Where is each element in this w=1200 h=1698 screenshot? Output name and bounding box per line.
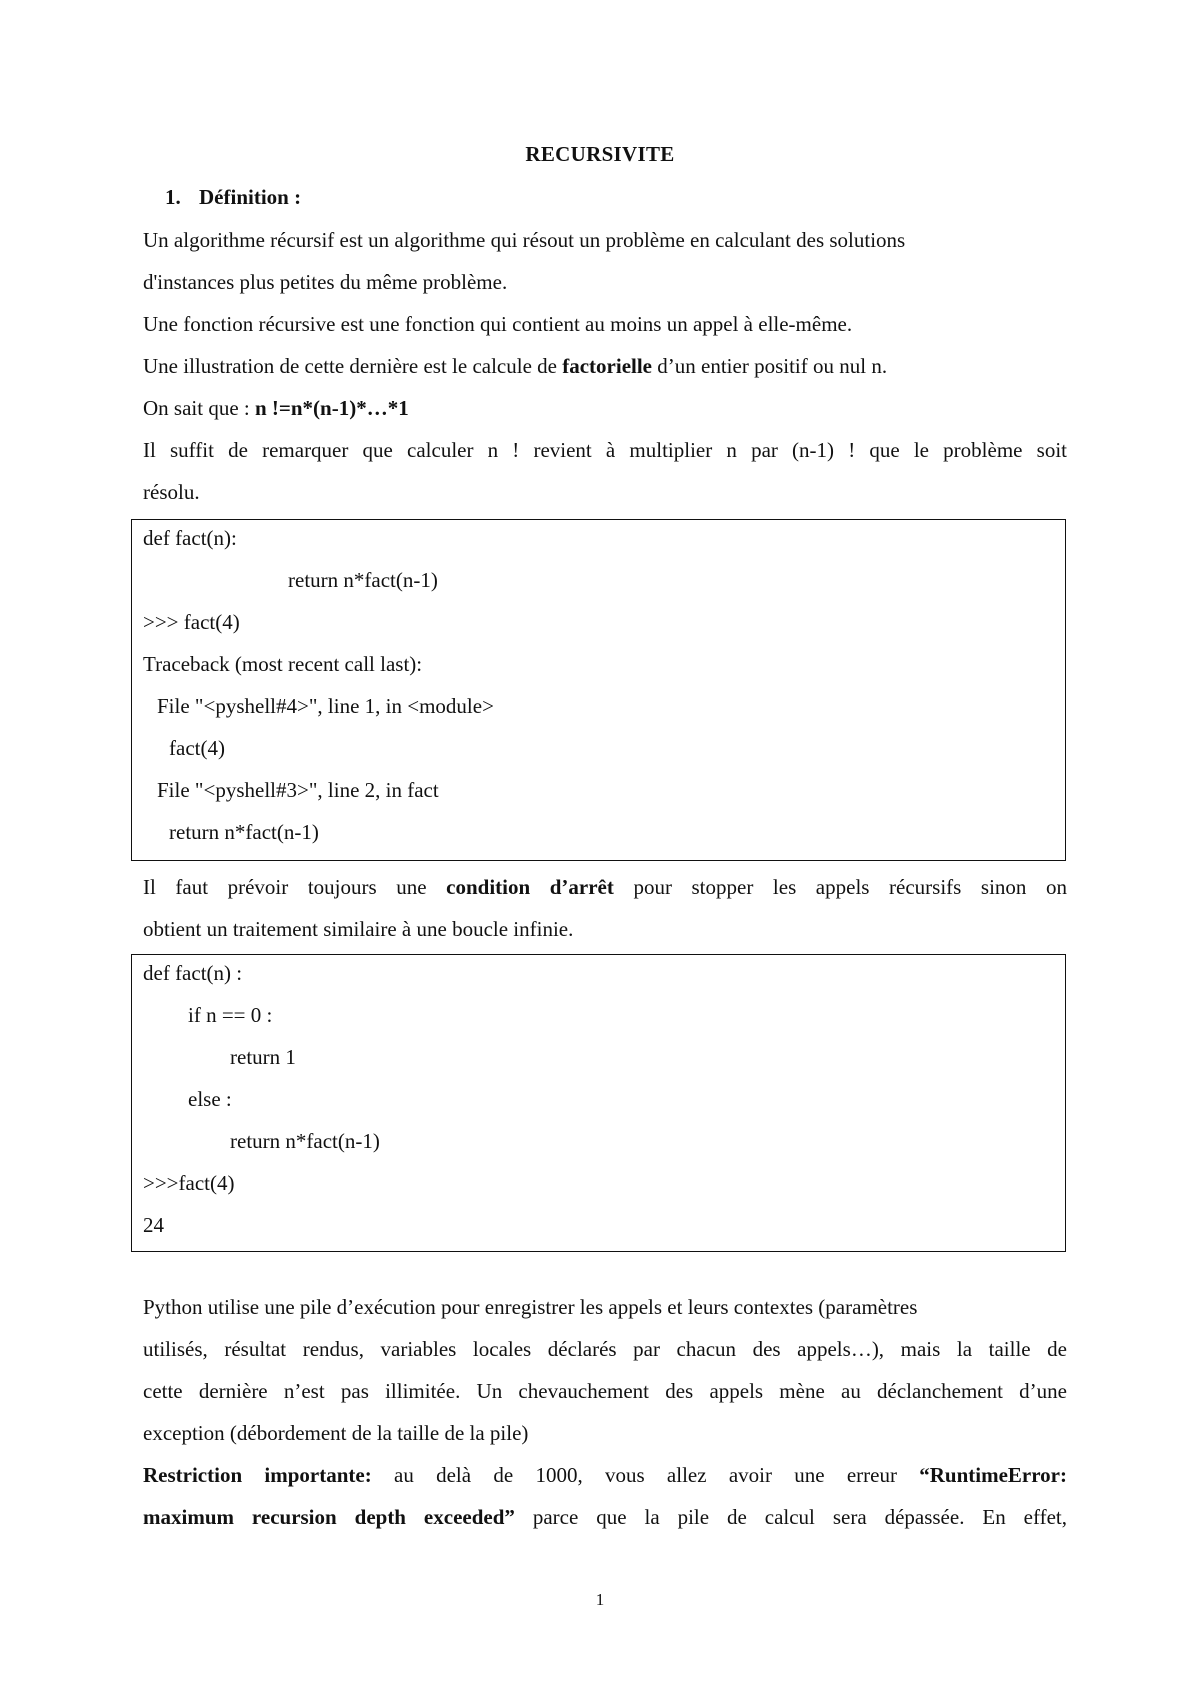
paragraph-line: Une fonction récursive est une fonction qui contient au moins un appel à elle-même.	[143, 312, 853, 336]
code-block-with-stop	[131, 954, 1066, 1252]
bold-error-message: maximum recursion depth exceeded”	[143, 1505, 515, 1529]
text-run: On sait que :	[143, 396, 255, 420]
code-line: fact(4)	[169, 736, 225, 760]
section-number: 1.	[165, 185, 181, 209]
paragraph-line: résolu.	[143, 480, 200, 504]
paragraph-line: exception (débordement de la taille de la pile)	[143, 1421, 529, 1445]
paragraph-line: obtient un traitement similaire à une boucle infinie.	[143, 917, 574, 941]
code-line: return n*fact(n-1)	[288, 568, 438, 592]
text-run: Une illustration de cette dernière est le calcule de	[143, 354, 563, 378]
paragraph-line-formula	[143, 396, 409, 421]
bold-error-name: “RuntimeError:	[919, 1463, 1067, 1487]
paragraph-line-recursion-depth	[143, 1505, 1067, 1530]
paragraph-line: Il suffit de remarquer que calculer n ! revient à multiplier n par (n-1) ! que le problème soit	[143, 438, 1067, 462]
code-line: else :	[188, 1087, 232, 1111]
text-run: pour stopper les appels récursifs sinon on	[613, 875, 1067, 899]
code-line: def fact(n):	[143, 526, 237, 550]
paragraph-line: cette dernière n’est pas illimitée. Un chevauchement des appels mène au déclanchement d’une	[143, 1379, 1067, 1403]
paragraph-line-restriction	[143, 1463, 1067, 1488]
text-run: Il faut prévoir toujours une	[143, 875, 447, 899]
text-run: parce que la pile de calcul sera dépassée. En effet,	[514, 1505, 1067, 1529]
bold-term-restriction: Restriction importante:	[143, 1463, 372, 1487]
section-heading-definition	[165, 185, 301, 210]
page-number: 1	[595, 1590, 605, 1609]
code-line: Traceback (most recent call last):	[143, 652, 423, 676]
code-block-no-stop	[131, 519, 1066, 861]
document-title: RECURSIVITE	[525, 142, 675, 166]
bold-term-factorielle: factorielle	[562, 354, 653, 378]
paragraph-line: d'instances plus petites du même problème.	[143, 270, 508, 294]
code-line: >>> fact(4)	[143, 610, 240, 634]
bold-term-condition-arret: condition d’arrêt	[446, 875, 614, 899]
code-line: return n*fact(n-1)	[169, 820, 319, 844]
paragraph-line: Un algorithme récursif est un algorithme qui résout un problème en calculant des solutions	[143, 228, 906, 252]
code-line: return n*fact(n-1)	[230, 1129, 380, 1153]
text-run: au delà de 1000, vous allez avoir une erreur	[371, 1463, 920, 1487]
code-line: return 1	[230, 1045, 296, 1069]
code-line: >>>fact(4)	[143, 1171, 235, 1195]
code-line: 24	[143, 1213, 164, 1237]
code-line: if n == 0 :	[188, 1003, 273, 1027]
section-label: Définition :	[199, 185, 302, 209]
code-line: File "<pyshell#4>", line 1, in <module>	[157, 694, 494, 718]
paragraph-line: utilisés, résultat rendus, variables locales déclarés par chacun des appels…), mais la taille de	[143, 1337, 1067, 1361]
paragraph-line: Python utilise une pile d’exécution pour enregistrer les appels et leurs contextes (paramètres	[143, 1295, 918, 1319]
paragraph-line-stop-condition	[143, 875, 1067, 900]
paragraph-line-factorielle	[143, 354, 887, 379]
text-run: d’un entier positif ou nul n.	[652, 354, 888, 378]
factorial-formula: n !=n*(n-1)*…*1	[254, 396, 409, 420]
code-line: File "<pyshell#3>", line 2, in fact	[157, 778, 439, 802]
code-line: def fact(n) :	[143, 961, 243, 985]
